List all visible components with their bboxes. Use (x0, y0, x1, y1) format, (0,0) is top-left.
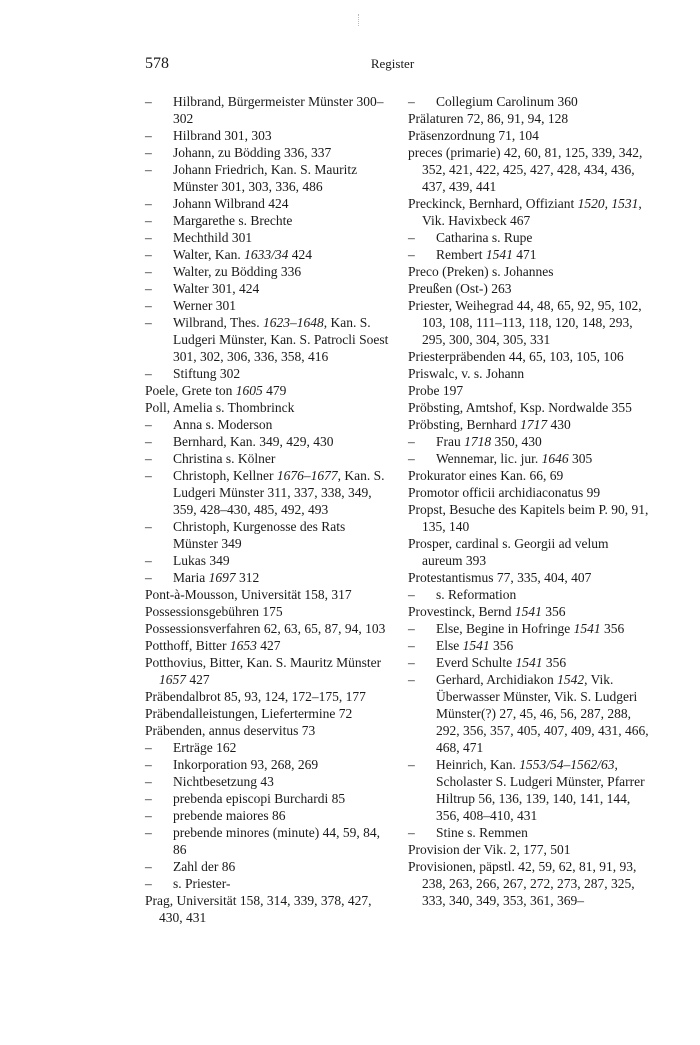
entry-date: 1541 (462, 638, 490, 653)
entry-text: Wilbrand, Thes. (173, 315, 263, 330)
subentry-dash: – (145, 434, 152, 449)
entry-text: Nichtbesetzung 43 (173, 774, 274, 789)
subentry-dash: – (408, 655, 415, 670)
index-entry (408, 603, 652, 620)
index-entry (408, 858, 652, 909)
entry-text: Lukas 349 (173, 553, 230, 568)
index-entry (145, 586, 389, 603)
index-column-left (145, 93, 389, 926)
subentry-dash: – (145, 281, 152, 296)
entry-text: Poll, Amelia s. Thombrinck (145, 400, 295, 415)
subentry-dash: – (145, 825, 152, 840)
entry-refs: 430 (547, 417, 571, 432)
subentry-dash: – (408, 672, 415, 687)
entry-date: 1646 (541, 451, 569, 466)
index-subentry (145, 773, 389, 790)
index-subentry (408, 246, 652, 263)
entry-text: Heinrich, Kan. (436, 757, 520, 772)
index-entry (408, 841, 652, 858)
subentry-dash: – (145, 196, 152, 211)
index-entry (145, 722, 389, 739)
subentry-dash: – (145, 213, 152, 228)
subentry-dash: – (145, 145, 152, 160)
entry-refs: 305 (568, 451, 593, 466)
entry-text: Pröbsting, Amtshof, Ksp. Nordwalde 355 (408, 400, 632, 415)
index-entry (408, 195, 652, 229)
index-entry (408, 535, 652, 569)
entry-text: Poele, Grete ton (145, 383, 236, 398)
index-entry (145, 637, 389, 654)
entry-text: Everd Schulte (436, 655, 516, 670)
entry-text: Präbenden, annus deservitus 73 (145, 723, 316, 738)
entry-date: 1553/54–1562/63 (519, 757, 615, 772)
index-subentry (408, 586, 652, 603)
entry-text: Johann Friedrich, Kan. S. Mauritz Münster 301, 303, 336, 486 (173, 162, 358, 194)
entry-text: Anna s. Moderson (173, 417, 273, 432)
index-subentry (408, 433, 652, 450)
entry-text: Prosper, cardinal s. Georgii ad velum aureum 393 (408, 536, 609, 568)
index-entry (408, 127, 652, 144)
subentry-dash: – (145, 740, 152, 755)
index-subentry (408, 620, 652, 637)
running-head: Register (370, 56, 415, 71)
entry-refs: 356 (489, 638, 514, 653)
entry-date: 1718 (464, 434, 492, 449)
entry-refs: 479 (262, 383, 287, 398)
subentry-dash: – (408, 587, 415, 602)
entry-text: Präbendalleistungen, Liefertermine 72 (145, 706, 353, 721)
entry-text: Christoph, Kellner (173, 468, 277, 483)
entry-text: Else, Begine in Hofringe (436, 621, 574, 636)
entry-text: Margarethe s. Brechte (173, 213, 293, 228)
index-subentry (145, 365, 389, 382)
subentry-dash: – (145, 570, 152, 585)
entry-date: 1605 (235, 383, 263, 398)
subentry-dash: – (408, 825, 415, 840)
subentry-dash: – (145, 264, 152, 279)
index-entry (145, 688, 389, 705)
entry-date: 1697 (208, 570, 236, 585)
entry-refs: , Vik. Überwasser Münster, Vik. S. Ludgeri Münster(?) 27, 45, 46, 56, 287, 288, 292, 356, 357, 405, 407, 409, 431, 466, 468, 471 (436, 672, 649, 755)
index-subentry (145, 144, 389, 161)
index-subentry (145, 858, 389, 875)
index-entry (408, 348, 652, 365)
entry-text: Stiftung 302 (173, 366, 241, 381)
entry-text: Possessionsgebühren 175 (145, 604, 283, 619)
entry-refs: 312 (235, 570, 260, 585)
entry-date: 1717 (520, 417, 548, 432)
index-subentry (145, 297, 389, 314)
index-subentry (145, 229, 389, 246)
entry-text: Inkorporation 93, 268, 269 (173, 757, 319, 772)
subentry-dash: – (145, 162, 152, 177)
entry-text: Zahl der 86 (173, 859, 236, 874)
index-subentry (408, 93, 652, 110)
entry-text: Christina s. Kölner (173, 451, 276, 466)
entry-text: Hilbrand, Bürgermeister Münster 300–302 (173, 94, 384, 126)
entry-text: Potthoff, Bitter (145, 638, 230, 653)
index-entry (145, 399, 389, 416)
entry-text: Maria (173, 570, 209, 585)
index-entry (408, 365, 652, 382)
entry-text: Collegium Carolinum 360 (436, 94, 578, 109)
entry-text: Präsenzordnung 71, 104 (408, 128, 539, 143)
entry-text: prebende minores (minute) 44, 59, 84, 86 (173, 825, 380, 857)
entry-text: Provisionen, päpstl. 42, 59, 62, 81, 91, 93, 238, 263, 266, 267, 272, 273, 287, 325, 333, 340, 349, 353, 361, 369– (408, 859, 637, 908)
entry-date: 1520, 1531 (577, 196, 639, 211)
index-subentry (145, 824, 389, 858)
entry-text: Stine s. Remmen (436, 825, 528, 840)
entry-refs: 356 (600, 621, 625, 636)
index-subentry (145, 127, 389, 144)
entry-text: Preußen (Ost-) 263 (408, 281, 512, 296)
entry-refs: 427 (186, 672, 210, 687)
subentry-dash: – (408, 247, 415, 262)
subentry-dash: – (145, 230, 152, 245)
entry-text: Erträge 162 (173, 740, 237, 755)
entry-text: Mechthild 301 (173, 230, 253, 245)
entry-text: Priester, Weihegrad 44, 48, 65, 92, 95, 102, 103, 108, 111–113, 118, 120, 148, 293, 295, 300, 304, 305, 331 (408, 298, 642, 347)
subentry-dash: – (408, 757, 415, 772)
index-entry (145, 892, 389, 926)
index-subentry (145, 467, 389, 518)
index-entry (408, 263, 652, 280)
index-subentry (408, 637, 652, 654)
index-entry (408, 501, 652, 535)
entry-text: Bernhard, Kan. 349, 429, 430 (173, 434, 334, 449)
subentry-dash: – (145, 468, 152, 483)
index-entry (145, 620, 389, 637)
entry-text: Provision der Vik. 2, 177, 501 (408, 842, 571, 857)
index-subentry (408, 671, 652, 756)
subentry-dash: – (145, 128, 152, 143)
index-subentry (145, 161, 389, 195)
subentry-dash: – (145, 859, 152, 874)
page-number: 578 (145, 55, 169, 72)
entry-text: Promotor officii archidiaconatus 99 (408, 485, 601, 500)
entry-text: Potthovius, Bitter, Kan. S. Mauritz Münster (145, 655, 382, 670)
entry-date: 1657 (159, 672, 186, 687)
index-subentry (145, 433, 389, 450)
index-entry (408, 416, 652, 433)
index-subentry (408, 654, 652, 671)
entry-refs: , Kan. S. Ludgeri Münster 311, 337, 338, 349, 359, 428–430, 485, 492, 493 (173, 468, 385, 517)
subentry-dash: – (408, 451, 415, 466)
entry-text: Catharina s. Rupe (436, 230, 533, 245)
index-entry (408, 280, 652, 297)
index-subentry (145, 450, 389, 467)
index-subentry (408, 450, 652, 467)
subentry-dash: – (145, 417, 152, 432)
subentry-dash: – (145, 366, 152, 381)
entry-refs: 356 (542, 655, 567, 670)
subentry-dash: – (145, 876, 152, 891)
entry-refs: 427 (256, 638, 281, 653)
subentry-dash: – (408, 638, 415, 653)
index-subentry (145, 739, 389, 756)
index-entry (408, 110, 652, 127)
index-subentry (408, 824, 652, 841)
entry-text: Pröbsting, Bernhard (408, 417, 521, 432)
entry-date: 1541 (573, 621, 601, 636)
entry-date: 1623–1648 (262, 315, 324, 330)
entry-text: Johann Wilbrand 424 (173, 196, 289, 211)
index-entry (408, 297, 652, 348)
index-subentry (145, 569, 389, 586)
entry-refs: 424 (288, 247, 312, 262)
entry-text: s. Reformation (436, 587, 517, 602)
index-entry (408, 569, 652, 586)
index-entry (408, 467, 652, 484)
entry-date: 1541 (514, 604, 542, 619)
entry-refs: 356 (541, 604, 566, 619)
entry-text: Priesterpräbenden 44, 65, 103, 105, 106 (408, 349, 624, 364)
entry-text: prebende maiores 86 (173, 808, 286, 823)
entry-text: Preckinck, Bernhard, Offiziant (408, 196, 578, 211)
index-subentry (145, 314, 389, 365)
index-subentry (145, 246, 389, 263)
entry-date: 1653 (229, 638, 257, 653)
index-entry (408, 399, 652, 416)
entry-text: Propst, Besuche des Kapitels beim P. 90, 91, 135, 140 (408, 502, 649, 534)
index-subentry (145, 807, 389, 824)
index-subentry (145, 518, 389, 552)
entry-text: Prokurator eines Kan. 66, 69 (408, 468, 564, 483)
subentry-dash: – (145, 519, 152, 534)
index-subentry (145, 263, 389, 280)
entry-text: Prälaturen 72, 86, 91, 94, 128 (408, 111, 569, 126)
entry-text: Walter 301, 424 (173, 281, 260, 296)
subentry-dash: – (145, 808, 152, 823)
index-entry (145, 705, 389, 722)
entry-refs: 350, 430 (491, 434, 542, 449)
index-entry (408, 144, 652, 195)
entry-text: preces (primarie) 42, 60, 81, 125, 339, 342, 352, 421, 422, 425, 427, 428, 434, 436, 437, 439, 441 (408, 145, 643, 194)
subentry-dash: – (145, 315, 152, 330)
entry-text: Priswalc, v. s. Johann (408, 366, 525, 381)
subentry-dash: – (408, 94, 415, 109)
entry-refs: , Kan. S. Ludgeri Münster, Kan. S. Patrocli Soest 301, 302, 306, 336, 358, 416 (173, 315, 389, 364)
entry-text: Prag, Universität 158, 314, 339, 378, 427, 430, 431 (145, 893, 372, 925)
index-subentry (145, 416, 389, 433)
subentry-dash: – (145, 757, 152, 772)
entry-text: Pont-à-Mousson, Universität 158, 317 (145, 587, 352, 602)
subentry-dash: – (145, 298, 152, 313)
index-subentry (145, 280, 389, 297)
index-subentry (145, 790, 389, 807)
scan-mark (358, 14, 360, 26)
index-subentry (145, 552, 389, 569)
index-subentry (145, 875, 389, 892)
entry-text: Werner 301 (173, 298, 237, 313)
entry-text: Possessionsverfahren 62, 63, 65, 87, 94, 103 (145, 621, 386, 636)
subentry-dash: – (145, 247, 152, 262)
entry-text: Protestantismus 77, 335, 404, 407 (408, 570, 592, 585)
entry-text: prebenda episcopi Burchardi 85 (173, 791, 346, 806)
index-subentry (408, 756, 652, 824)
entry-text: Walter, zu Bödding 336 (173, 264, 302, 279)
entry-date: 1676–1677 (276, 468, 338, 483)
entry-date: 1542 (557, 672, 585, 687)
subentry-dash: – (408, 621, 415, 636)
subentry-dash: – (145, 553, 152, 568)
index-subentry (145, 93, 389, 127)
entry-text: s. Priester- (173, 876, 231, 891)
entry-text: Rembert (436, 247, 486, 262)
entry-refs: , Vik. Havixbeck 467 (422, 196, 642, 228)
subentry-dash: – (145, 774, 152, 789)
entry-text: Wennemar, lic. jur. (436, 451, 542, 466)
entry-date: 1541 (485, 247, 513, 262)
subentry-dash: – (145, 451, 152, 466)
index-entry (408, 382, 652, 399)
index-subentry (145, 195, 389, 212)
entry-text: Johann, zu Bödding 336, 337 (173, 145, 332, 160)
index-subentry (145, 212, 389, 229)
index-subentry (408, 229, 652, 246)
entry-refs: , Scholaster S. Ludgeri Münster, Pfarrer Hiltrup 56, 136, 139, 140, 141, 144, 356, 408–410, 431 (436, 757, 645, 823)
subentry-dash: – (145, 94, 152, 109)
index-column-right (408, 93, 652, 909)
entry-text: Gerhard, Archidiakon (436, 672, 558, 687)
page-header (145, 55, 640, 75)
entry-date: 1633/34 (244, 247, 289, 262)
subentry-dash: – (408, 230, 415, 245)
entry-date: 1541 (515, 655, 543, 670)
entry-text: Else (436, 638, 463, 653)
entry-text: Walter, Kan. (173, 247, 245, 262)
entry-text: Probe 197 (408, 383, 464, 398)
entry-text: Provestinck, Bernd (408, 604, 515, 619)
entry-text: Christoph, Kurgenosse des Rats Münster 349 (173, 519, 346, 551)
entry-refs: 471 (512, 247, 537, 262)
index-entry (408, 484, 652, 501)
entry-text: Preco (Preken) s. Johannes (408, 264, 554, 279)
index-entry (145, 382, 389, 399)
index-entry (145, 603, 389, 620)
subentry-dash: – (408, 434, 415, 449)
subentry-dash: – (145, 791, 152, 806)
entry-text: Hilbrand 301, 303 (173, 128, 272, 143)
entry-text: Präbendalbrot 85, 93, 124, 172–175, 177 (145, 689, 366, 704)
index-subentry (145, 756, 389, 773)
entry-text: Frau (436, 434, 465, 449)
index-entry (145, 654, 389, 688)
